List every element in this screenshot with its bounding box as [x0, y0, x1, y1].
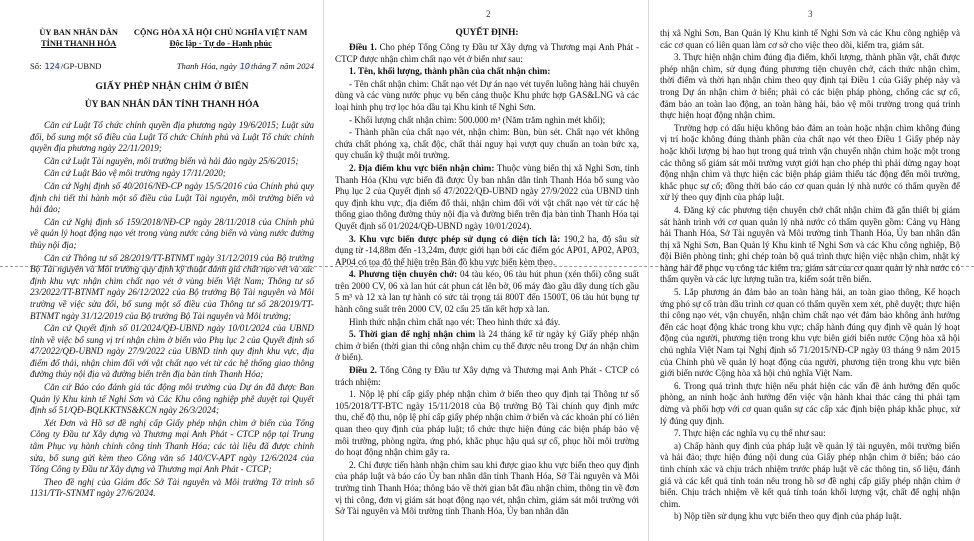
document-title: GIẤY PHÉP NHẬN CHÌM Ở BIỂN [95, 81, 249, 92]
section-2-text: Thuộc vùng biển thị xã Nghi Sơn, tỉnh Thanh Hóa (Khu vực biển đã được Ủy ban nhân dân tỉnh Thanh Hóa bổ sung vào Phụ lục 2 của Quyết định số 47/2022/QĐ-UBND ngày 27/9/2022 của UBND tỉnh quy định khu vực, địa điểm đổ thải, nhận chìm đối với vật chất nạo vét từ các hệ thống giao thông đường thủy nội địa và đường biển trên địa bàn tỉnh Thanh Hóa tại Quyết định số 01/2024/QĐ-UBND ngày 10/01/2024). [335, 162, 640, 231]
date-suffix: năm 2024 [279, 61, 314, 71]
legal-basis: Căn cứ Quyết định số 01/2024/QĐ-UBND ngày 10/01/2024 của UBND tỉnh về việc bổ sung vị trí nhận chìm ở biển vào Phụ lục 2 của Quyết định số 47/2022/QĐ-UBND ngày 27/9/2022 của UBND tỉnh quy định khu vực, địa điểm đổ thải, nhận chìm đối với vật chất nạo vét từ các hệ thống giao thông đường thủy nội địa và đường biển trên địa bàn tỉnh Thanh Hóa; [30, 323, 314, 380]
authority-line-2: TỈNH THANH HÓA [41, 38, 117, 48]
republic-name: CỘNG HÒA XÃ HỘI CHỦ NGHĨA VIỆT NAM [133, 28, 308, 37]
legal-basis: Căn cứ Nghị định số 40/2016/NĐ-CP ngày 15/5/2016 của Chính phủ quy định chi tiết thi hành một số điều của Luật Tài nguyên, môi trường biển và hải đảo; [30, 180, 314, 215]
paragraph: 4. Đăng ký các phương tiện chuyên chở chất nhận chìm đã gắn thiết bị giám sát hành trình với cơ quan quản lý nhà nước có thẩm quyền gồm: Cảng vụ Hàng hải Thanh Hóa, Sở Tài nguyên và Môi trường tỉnh Thanh Hóa, Ủy ban nhân dân thị xã Nghi Sơn, Ban Quản lý Khu kinh tế Nghi Sơn và các Khu công nghiệp, Bộ đội Biên phòng tỉnh; ghi chép toàn bộ quá trình thực hiện việc nhận chìm, nhật ký hàng hải để phục vụ công tác kiểm tra, giám sát của cơ quan quản lý nhà nước có thẩm quyền và các lực lượng tuần tra, kiểm soát trên biển. [660, 204, 960, 285]
legal-basis: Căn cứ Luật Bảo vệ môi trường ngày 17/11/2020; [44, 168, 226, 179]
number-suffix: /GP-UBND [60, 61, 102, 71]
section-1-item: - Khối lượng chất nhận chìm: 500.000 m³ (Năm trăm nghìn mét khối); [349, 114, 606, 125]
issuing-authority [30, 28, 127, 49]
section-4-text: 04 tàu kéo, 06 tàu hút phun (xén thổi) công suất trên 2000 CV, 06 xà lan hút cát phun cát lên bờ, 06 máy đào gầu dây dung tích gầu 5 m³ và 12 xà lan tự hành có sức tải trọng tải 800T đến 1500T, 06 tàu hút bụng tự hành công suất trên 2000 CV, 02 cẩu 25 tấn kết hợp xà lan. [335, 269, 639, 315]
date-prefix: Thanh Hóa, ngày [176, 61, 237, 71]
section-3-text: 190,2 ha, độ sâu sử dụng từ -14,88m đến -13,24m, được giới hạn bởi các điểm góc AP01, AP02, AP03, AP04 có tọa độ thể hiện trên Bản đồ khu vực biển kèm theo. [335, 233, 639, 267]
legal-basis: Căn cứ Luật Tài nguyên, môi trường biển và hải đảo ngày 25/6/2015; [44, 155, 299, 166]
paragraph: Trường hợp có dấu hiệu không bảo đảm an toàn hoặc nhận chìm không đúng vị trí hoặc không đúng thành phần của chất nạo vét theo Điều 1 Giấy phép này hoặc khối lượng bị hao hụt trong quá trình vận chuyển nhận chìm hoặc một trong các thông số giám sát môi trường vượt giới hạn cho phép thì phải dừng ngay hoạt động nhận chìm và thực hiện các biện pháp giảm thiểu tác động đến môi trường, khắc phục sự cố; đồng thời báo cáo cơ quan quản lý nhà nước có thẩm quyền để xử lý theo quy định của pháp luật. [660, 122, 960, 203]
legal-basis: Theo đề nghị của Giám đốc Sở Tài nguyên và Môi trường Tờ trình số 1131/TTr-STNMT ngày 27/6/2024. [30, 476, 314, 499]
section-5 [335, 329, 639, 364]
article-2 [335, 365, 639, 388]
date-month: 7 [271, 62, 277, 71]
page-number-2: 2 [486, 9, 491, 19]
section-5-label: 5. Thời gian để nghị nhận chìm [349, 329, 476, 340]
paragraph: 5. Lắp phương án đảm bảo an toàn hàng hải, an toàn giao thông, Kế hoạch ứng phó sự cố tràn dầu trình cơ quan có thẩm quyền xem xét, phê duyệt; thực hiện thi công nạo vét, vận chuyển, nhận chìm chất nạo vét đảm bảo không ảnh hưởng đến các hoạt động khác trong khu vực; chấp hành đúng quy định về quản lý hoạt động của người, phương tiện trong khu vực biên giới biển nước Cộng hòa xã hội chủ nghĩa Việt Nam tại Nghị định số 71/2015/NĐ-CP ngày 03 tháng 9 năm 2015 của Chính phủ về quản lý hoạt động của người, phương tiện trong khu vực biên giới biển nước Cộng hòa xã hội chủ nghĩa Việt Nam. [660, 287, 960, 379]
national-title [127, 28, 314, 49]
section-4 [335, 269, 639, 315]
paragraph: b) Nộp tiền sử dụng khu vực biển theo quy định của pháp luật. [674, 511, 902, 522]
article-1-text: Cho phép Tổng Công ty Đầu tư Xây dựng và Thương mại Anh Phát - CTCP được nhận chìm chất nạo vét ở biển như sau: [335, 42, 639, 64]
legal-basis: Căn cứ Nghị định số 159/2018/NĐ-CP ngày 28/11/2018 của Chính phủ về quản lý hoạt động nạo vét trong vùng nước cảng biển và vùng nước đường thủy nội địa; [30, 216, 314, 250]
column-divider [648, 0, 649, 541]
motto: Độc lập - Tự do - Hạnh phúc [169, 38, 272, 48]
section-5-text: là 24 tháng kể từ ngày ký Giấy phép nhận chìm ở biển (thời gian thi công nhận chìm cụ thể được nêu trong Dự án nhận chìm ở biển). [335, 329, 640, 363]
number-value: 124 [44, 62, 60, 71]
article-2-text: Tổng Công ty Đầu tư Xây dựng và Thương mại Anh Phát - CTCP có trách nhiệm: [335, 365, 640, 387]
section-1-item: - Tên chất nhận chìm: Chất nạo vét Dự án nạo vét tuyến luồng hàng hải chuyên dùng và các vùng nước phục vụ bến cảng thuộc Khu phức hợp GAS&LNG và các loại hình phụ trợ lọc hóa dầu tại Khu kinh tế Nghi Sơn. [335, 78, 639, 112]
document-number [30, 61, 102, 71]
legal-basis: Căn cứ Thông tư số 28/2019/TT-BTNMT ngày 31/12/2019 của Bộ trưởng Bộ Tài nguyên và Môi trường quy định kỹ thuật đánh giá chất nạo vét và xác định khu vực nhận chìm chất nạo vét ở vùng biển Việt Nam; Thông tư số 23/2022/TT-BTNMT ngày 26/12/2022 của Bộ trưởng Bộ Tài nguyên và Môi trường về việc sửa đổi, bổ sung một số điều của Thông tư số 28/2019/TT-BTNMT ngày 31/12/2019 của Bộ trưởng Bộ Tài nguyên và Môi trường; [30, 252, 314, 321]
page-3-column [650, 0, 974, 541]
authority-line-1: ỦY BAN NHÂN DÂN [39, 28, 118, 37]
page-1-column [0, 0, 322, 541]
number-prefix: Số: [30, 61, 42, 71]
authority-title: ỦY BAN NHÂN DÂN TỈNH THANH HÓA [84, 100, 260, 110]
section-2-label: 2. Địa điểm khu vực biển nhận chìm: [349, 162, 495, 173]
section-1-label: 1. Tên, khối lượng, thành phần của chất nhận chìm: [349, 66, 551, 77]
number-date-line [30, 61, 314, 71]
article-2-item: 1. Nộp lệ phí cấp giấy phép nhận chìm ở biển theo quy định tại Thông tư số 105/2018/TT-BTC ngày 15/11/2018 của Bộ trưởng Bộ Tài chính quy định mức thu, chế độ thu, nộp lệ phí cấp giấy phép nhận chìm ở biển và các khoản phí có liên quan theo quy định của pháp luật; tổ chức thực hiện đúng các biện pháp bảo vệ môi trường, phòng ngừa, ứng phó, khắc phục hậu quả sự cố, phục hồi môi trường do hoạt động nhận chìm gây ra. [335, 389, 639, 458]
paragraph: a) Chấp hành quy định của pháp luật về quản lý tài nguyên, môi trường biển và hải đảo; thực hiện đúng nội dung của Giấy phép nhận chìm ở biển; báo cáo tình chính xác và chịu trách nhiệm trước pháp luật về các thông tin, số liệu, đánh giá và các kết quả tính toán nêu trong hồ sơ đề nghị cấp giấy phép nhận chìm ở biển. Chịu trách nhiệm về kết quả tính toán khối lượng vật, chất để nghị nhận chìm. [660, 440, 960, 509]
paragraph: thị xã Nghi Sơn, Ban Quản lý Khu kinh tế Nghi Sơn và các Khu công nghiệp và các cơ quan có liên quan làm cơ sở cho việc theo dõi, kiểm tra, giám sát. [660, 28, 960, 50]
article-2-label: Điều 2. [349, 365, 377, 376]
section-1-heading [335, 66, 639, 78]
section-1-item: - Thành phần của chất nạo vét, nhận chìm: Bùn, bùn sét. Chất nạo vét không chứa chất phóng xạ, chất độc, chất thải nguy hại vượt quy chuẩn an toàn bức xạ, quy chuẩn kỹ thuật môi trường. [335, 127, 639, 161]
document-date [177, 61, 314, 71]
section-3-label: 3. Khu vực biển được phép sử dụng có diện tích là: [349, 233, 561, 244]
section-4-label: 4. Phương tiện chuyên chở: [349, 269, 458, 280]
decision-heading: QUYẾT ĐỊNH: [455, 28, 519, 38]
date-mid: tháng [251, 61, 271, 71]
date-day: 10 [239, 62, 251, 71]
article-2-item: 2. Chỉ được tiến hành nhận chìm sau khi được giao khu vực biển theo quy định của pháp luật và báo cáo Ủy ban nhân dân tỉnh Thanh Hóa, Sở Tài nguyên và Môi trường tỉnh Thanh Hóa; thông báo về thời gian bắt đầu nhận chìm, thông tin về đơn vị thi công, đơn vị giám sát hoạt động nạo vét, nhận chìm, giám sát môi trường với Sở Tài nguyên và Môi trường tỉnh Thanh Hóa, Ủy ban nhân dân [335, 459, 639, 517]
paragraph: 6. Trong quá trình thực hiện nếu phát hiện các vấn đề ảnh hưởng đến quốc phòng, an ninh hoặc ảnh hưởng đến việc vận hành khai thác cảng thì phải tạm dừng và phối hợp với cơ quan quân sự các cấp xác định biện pháp khắc phục, xử lý đúng quy định. [660, 380, 960, 426]
document-header [30, 28, 314, 49]
paragraph: 7. Thực hiện các nghĩa vụ cụ thể như sau: [674, 428, 826, 439]
legal-basis: Xét Đơn và Hồ sơ đề nghị cấp Giấy phép nhận chìm ở biển của Tổng Công ty Đầu tư Xây dựng và Thương mại Anh Phát - CTCP nộp tại Trung tâm Phục vụ hành chính công tỉnh Thanh Hóa; các tài liệu đã được chỉnh sửa, bổ sung gửi kèm theo Công văn số 140/CV-APT ngày 12/6/2024 của Tổng Công ty Đầu tư Xây dựng và Thương mại Anh Phát - CTCP; [30, 417, 314, 475]
article-1 [335, 42, 639, 65]
section-3 [335, 234, 639, 269]
page-2-column [325, 0, 647, 541]
section-4-form: Hình thức nhận chìm chất nạo vét: Theo hình thức xả đáy. [349, 316, 561, 327]
legal-basis: Căn cứ Luật Tổ chức chính quyền địa phương ngày 19/6/2015; Luật sửa đổi, bổ sung một số điều của Luật Tổ chức Chính phủ và Luật Tổ chức chính quyền địa phương ngày 22/11/2019; [30, 120, 314, 154]
article-1-label: Điều 1. [349, 42, 377, 52]
column-divider [323, 0, 324, 541]
legal-basis: Căn cứ Báo cáo đánh giá tác động môi trường của Dự án đã được Ban Quản lý Khu kinh tế Nghi Sơn và Các Khu công nghiệp phê duyệt tại Quyết định số 51/QĐ-BQLKKTNS&KCN ngày 26/3/2024; [30, 382, 314, 416]
paragraph: 3. Thực hiện nhận chìm đúng địa điểm, khối lượng, thành phần vật, chất được phép nhận chìm, sử dụng đúng phương tiện chuyên chở, cách thức nhận chìm, thời điểm và thời hạn nhận chìm theo quy định tại Điều 1 của Giấy phép này và trong Dự án nhận chìm ở biển; phải có các biện pháp phòng, chống các sự cố, đảm bảo an toàn lao động, an toàn hàng hải, bảo vệ môi trường trong quá trình thực hiện hoạt động nhận chìm. [660, 52, 960, 121]
page-number-3: 3 [808, 9, 813, 19]
section-2 [335, 163, 639, 233]
